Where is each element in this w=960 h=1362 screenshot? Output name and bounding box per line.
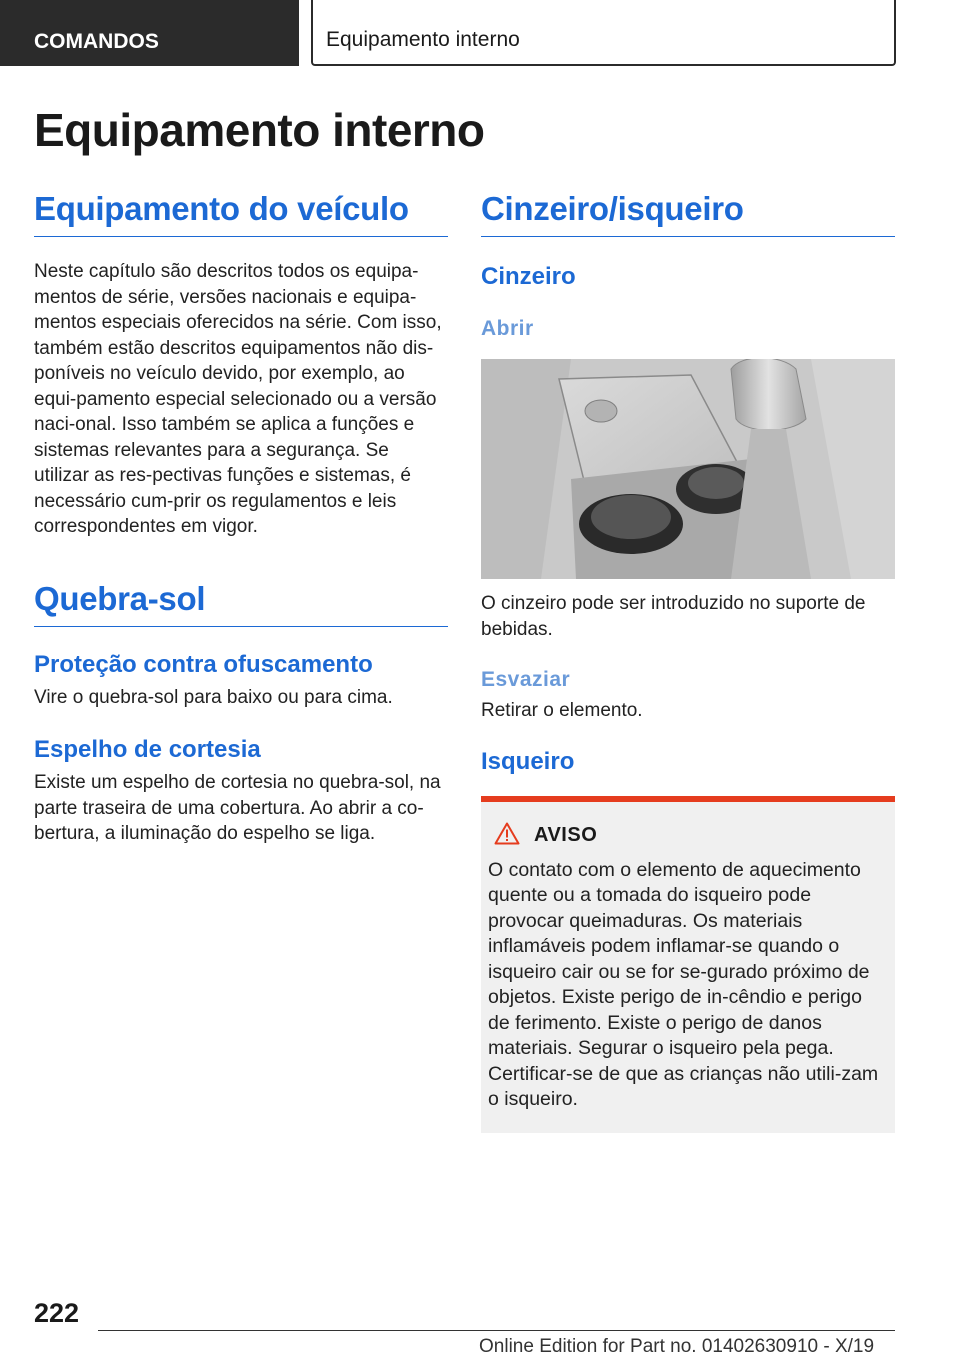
warning-header: [488, 822, 885, 850]
empty-heading: Esvaziar: [481, 668, 571, 691]
ashtray-illustration: [481, 359, 895, 579]
open-heading: Abrir: [481, 317, 534, 340]
vanity-mirror-text: Existe um espelho de cortesia no quebra-sol, na parte traseira de uma cobertura. Ao abrir a co-bertura, a iluminação do espelho se liga.: [34, 772, 441, 844]
glare-protection-text: Vire o quebra-sol para baixo ou para cima.: [34, 686, 393, 708]
warning-box: [481, 796, 895, 1133]
page-header: [0, 0, 960, 66]
empty-text: Retirar o elemento.: [481, 700, 643, 721]
vehicle-equipment-text: Neste capítulo são descritos todos os equipa-mentos de série, versões nacionais e equipa-mentos especiais oferecidos na série. Com isso, também estão descritos equipamentos não dis-poníveis no veículo devido, por exemplo, ao equi-pamento especial selecionado ou a versão naci-onal. Isso também se aplica a funções e sistemas relevantes para a segurança. Se utilizar as res-pectivas funções e sistemas, é necessário cum-prir os regulamentos e leis correspondentes em vigor.: [34, 261, 442, 537]
lighter-heading: Isqueiro: [481, 747, 575, 775]
warning-text: O contato com o elemento de aquecimento quente ou a tomada do isqueiro pode provocar queimaduras. Os materiais inflamáveis podem inflamar-se quando o isqueiro cair ou se for se-gurado próximo de objetos. Existe perigo de in-cêndio e perigo de ferimento. Existe o perigo de danos materiais. Segurar o isqueiro pela pega. Certificar-se de que as crianças não utili-zam o isqueiro.: [488, 858, 879, 1110]
vanity-mirror-heading: Espelho de cortesia: [34, 736, 261, 763]
warning-triangle-icon: [494, 822, 520, 850]
ashtray-heading: Cinzeiro: [481, 263, 576, 290]
ashtray-figure: [481, 359, 895, 579]
section-tab: COMANDOS: [0, 0, 299, 66]
footer-edition: Online Edition for Part no. 01402630910 - X/19: [479, 1336, 875, 1357]
sunvisor-heading: Quebra-sol: [34, 580, 448, 627]
figure-caption: O cinzeiro pode ser introduzido no suporte de bebidas.: [481, 593, 866, 640]
chapter-tab: Equipamento interno: [311, 0, 896, 66]
vehicle-equipment-heading: Equipamento do veículo: [34, 190, 448, 237]
footer-divider: [98, 1330, 895, 1331]
right-column: [481, 190, 895, 1133]
page-number: 222: [34, 1298, 80, 1328]
ashtray-lighter-heading: Cinzeiro/isqueiro: [481, 190, 895, 237]
left-column: [34, 190, 448, 847]
glare-protection-heading: Proteção contra ofuscamento: [34, 650, 373, 678]
warning-title: AVISO: [534, 824, 598, 846]
page-title: Equipamento interno: [34, 104, 485, 156]
